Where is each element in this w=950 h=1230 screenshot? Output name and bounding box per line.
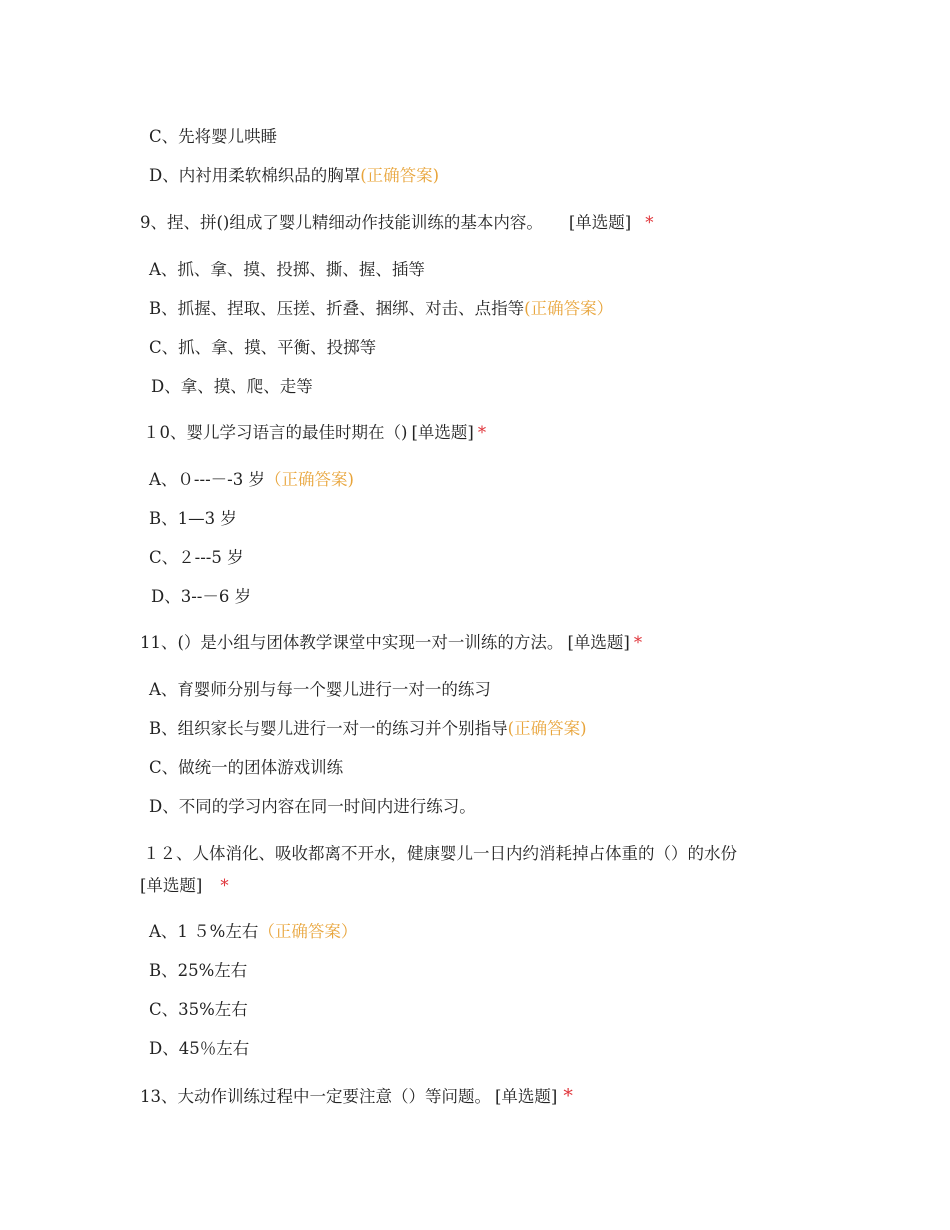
question-type-tag: [单选题] [567,633,630,652]
question-text: １0、婴儿学习语言的最佳时期在（) [143,423,408,442]
correct-answer-label: (正确答案) [507,719,587,738]
option-item [149,960,247,982]
question-type-tag: [单选题] [140,876,203,895]
required-star: * [477,423,487,442]
question-type-tag: [单选题] [411,423,474,442]
question-text: １２、人体消化、吸收都离不开水，健康婴儿一日内约消耗掉占体重的（）的水份 [143,844,737,863]
option-text: B、1—3 岁 [149,509,237,528]
option-item [149,921,357,943]
option-text: B、25%左右 [149,961,248,980]
option-text: C、做统一的团体游戏训练 [149,758,344,777]
option-text: A、０---－-3 岁 [149,470,265,489]
option-text: C、抓、拿、摸、平衡、投掷等 [149,338,377,357]
option-text: C、35%左右 [149,1000,248,1019]
option-text: A、育婴师分别与每一个婴儿进行一对一的练习 [149,680,491,699]
option-item [149,1038,249,1060]
option-item [149,259,425,281]
option-item [149,126,277,148]
option-text: A、1 ５%左右 [149,922,259,941]
required-star: * [220,876,229,895]
option-item [149,679,491,701]
option-item [149,757,343,779]
option-text: A、抓、拿、摸、投掷、撕、握、插等 [149,260,425,279]
option-text: B、抓握、捏取、压搓、折叠、捆绑、对击、点指等 [149,299,525,318]
option-item [149,165,439,187]
question-title [140,1085,573,1108]
question-title [140,632,642,654]
correct-answer-label: (正确答案) [360,166,440,185]
option-item [149,796,476,818]
question-title [143,422,486,444]
option-item [149,298,613,320]
option-text: C、２---5 岁 [149,548,244,567]
option-text: D、3--－6 岁 [151,587,252,606]
option-item [149,718,587,740]
option-item [151,586,251,608]
correct-answer-label: （正确答案） [258,922,358,941]
correct-answer-label: （正确答案) [264,470,354,489]
option-item [149,508,237,530]
correct-answer-label: (正确答案） [524,299,614,318]
option-text: D、拿、摸、爬、走等 [151,377,313,396]
question-text: 9、捏、拼()组成了婴儿精细动作技能训练的基本内容。 [140,213,543,232]
question-text: 11、(）是小组与团体教学课堂中实现一对一训练的方法。 [140,633,564,652]
option-text: D、45％左右 [149,1039,250,1058]
required-star: * [563,1085,573,1107]
option-item [149,469,354,491]
option-text: D、内衬用柔软棉织品的胸罩 [149,166,361,185]
question-text: 13、大动作训练过程中一定要注意（）等问题。 [140,1087,491,1106]
question-title [143,843,737,865]
option-item [149,547,244,569]
question-title [140,212,654,234]
question-title-continued [140,875,229,897]
option-item [149,999,248,1021]
option-item [151,376,313,398]
option-item [149,337,376,359]
question-type-tag: [单选题] [495,1087,558,1106]
option-text: D、不同的学习内容在同一时间内进行练习。 [149,797,476,816]
required-star: * [633,633,643,652]
required-star: * [645,213,654,232]
option-text: C、先将婴儿哄睡 [149,127,278,146]
question-type-tag: [单选题] [568,213,632,232]
option-text: B、组织家长与婴儿进行一对一的练习并个别指导 [149,719,508,738]
